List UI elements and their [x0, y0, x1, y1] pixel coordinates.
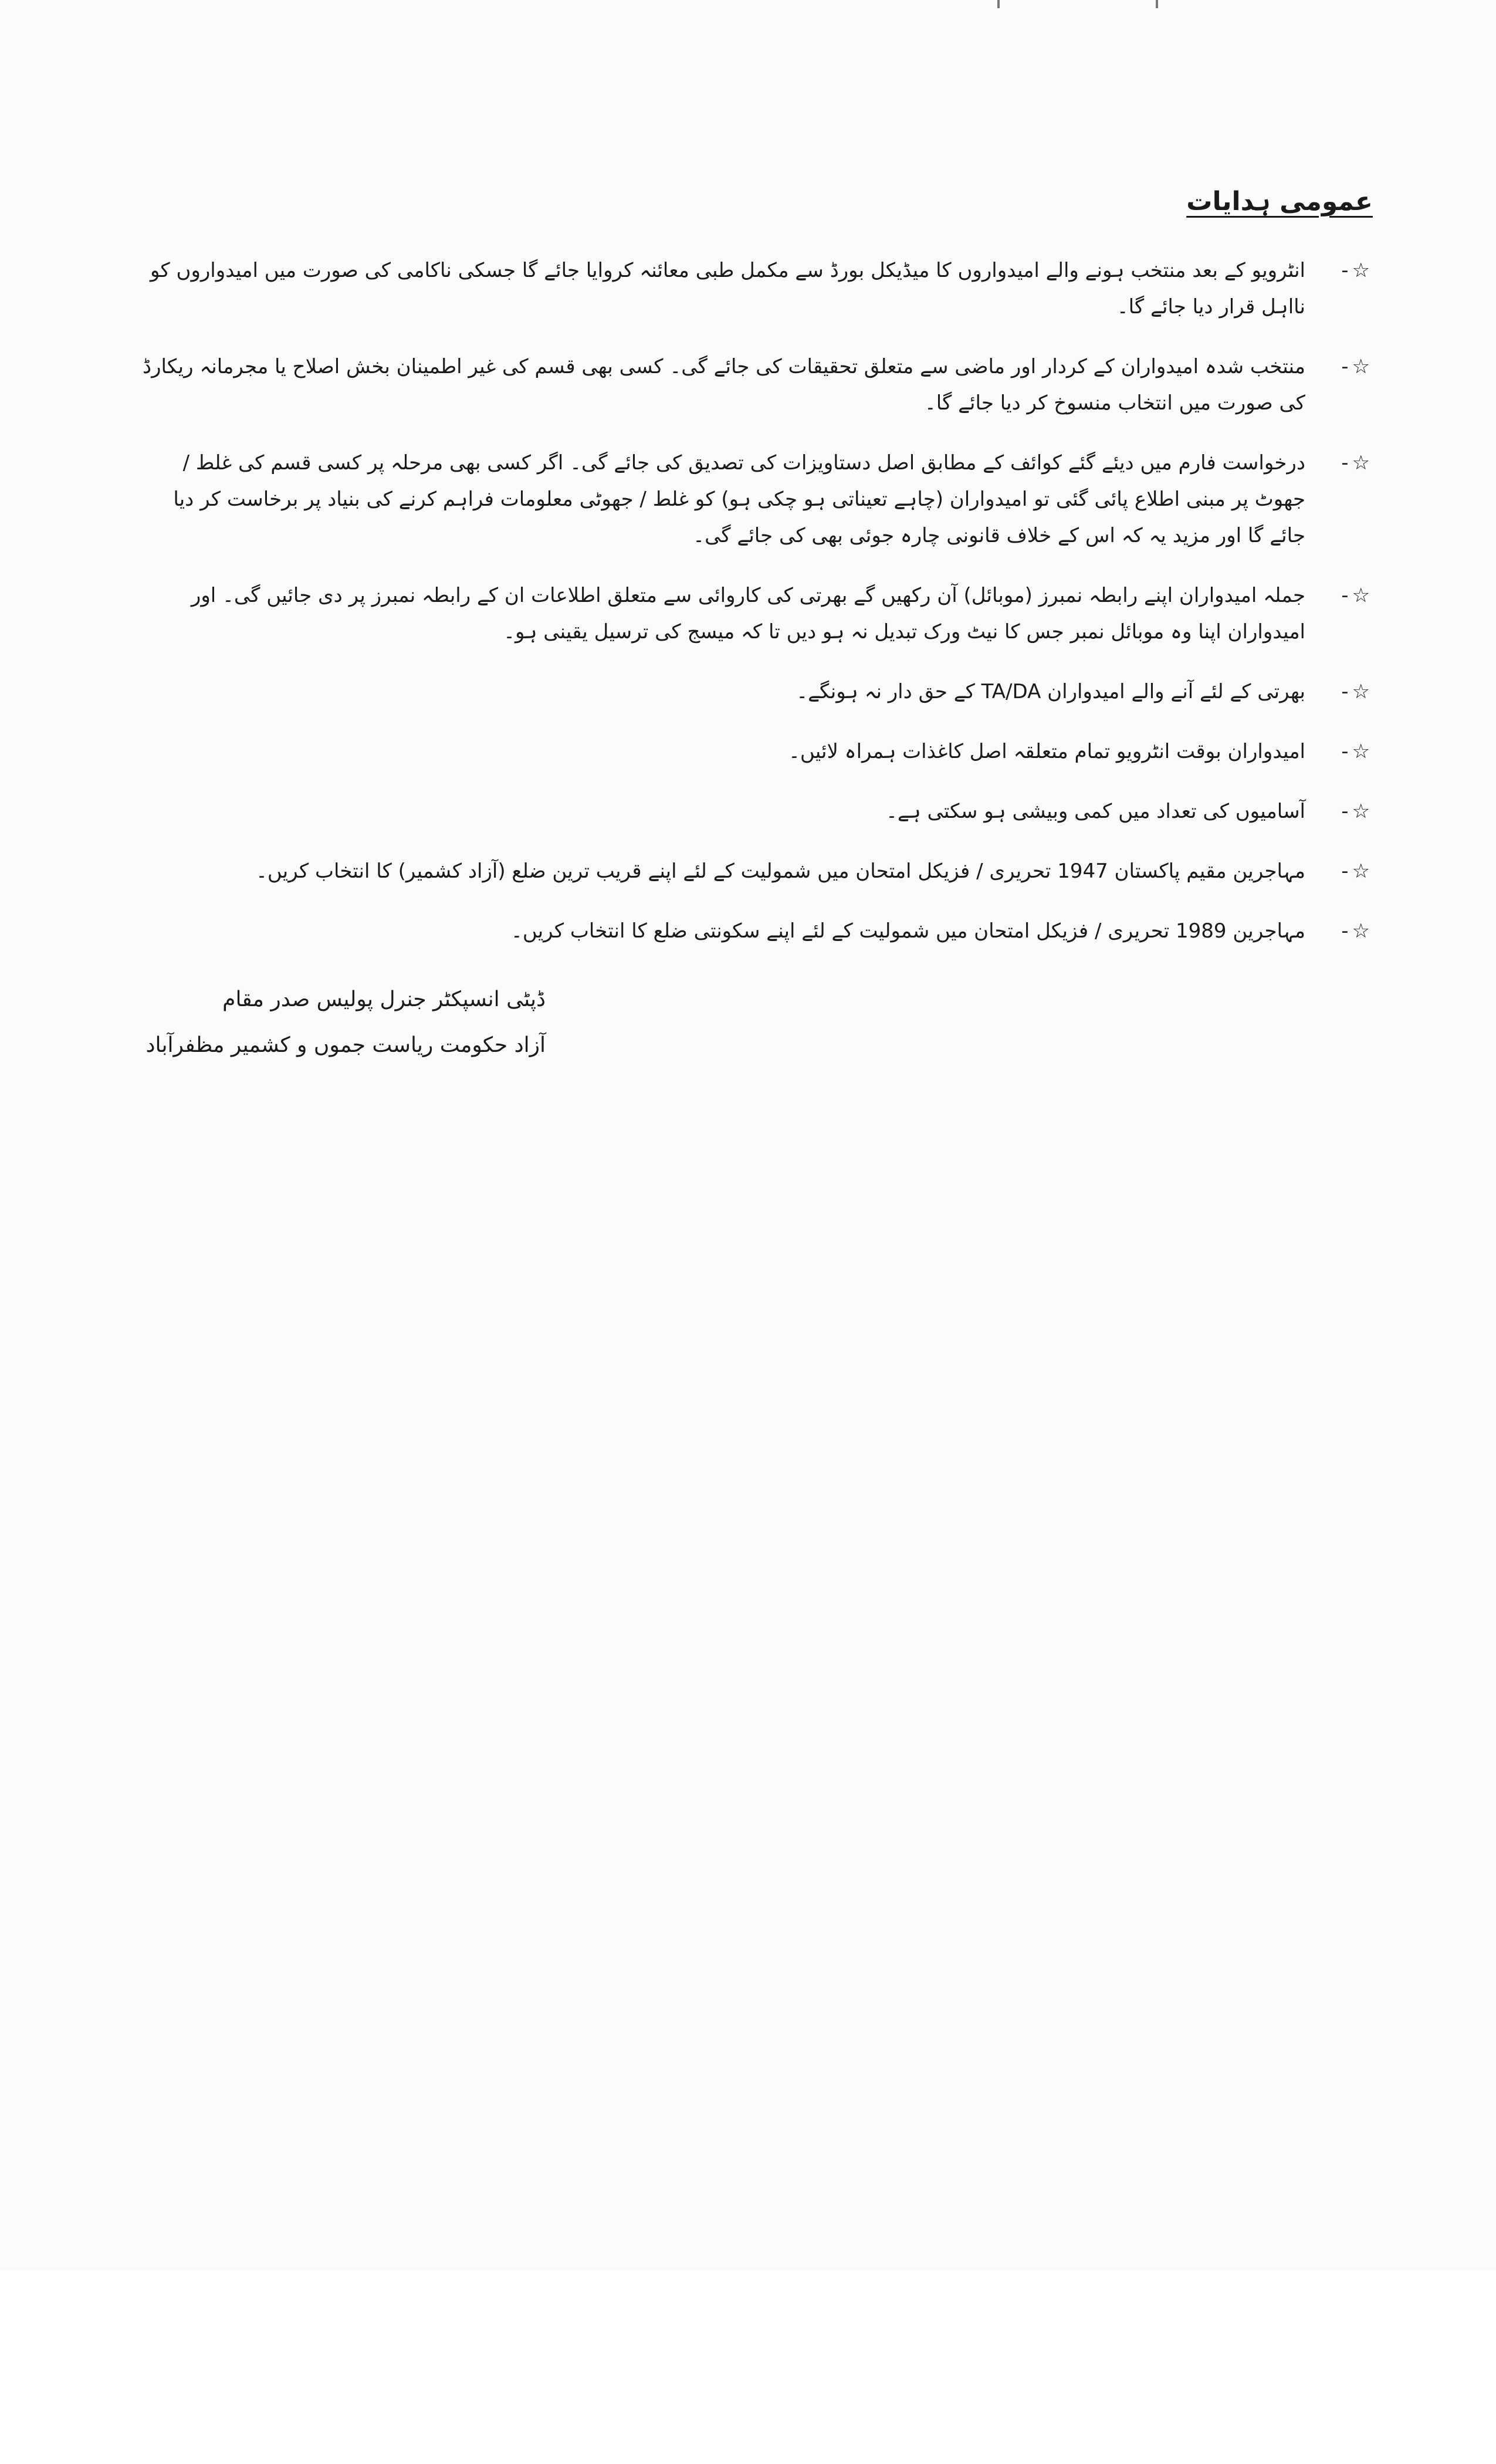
scan-tick-mark — [1156, 0, 1158, 8]
document-title: عمومی ہدایات — [1186, 187, 1373, 216]
star-icon: ☆ — [1352, 451, 1370, 475]
instruction-item — [138, 853, 1370, 889]
instruction-item — [138, 733, 1370, 770]
instruction-item — [138, 913, 1370, 949]
instruction-item — [138, 445, 1370, 554]
bullet-marker — [1305, 913, 1370, 949]
star-icon: ☆ — [1352, 800, 1370, 823]
instruction-text: بھرتی کے لئے آنے والے امیدواران TA/DA کے حق دار نہ ہونگے۔ — [796, 680, 1305, 703]
instruction-text: مہاجرین مقیم پاکستان 1947 تحریری / فزیکل امتحان میں شمولیت کے لئے اپنے قریب ترین ضلع (آزاد کشمیر) کا انتخاب کریں۔ — [255, 859, 1305, 883]
star-icon: ☆ — [1352, 859, 1370, 883]
instructions-list — [138, 252, 1370, 973]
bullet-dash: - — [1341, 859, 1349, 883]
star-icon: ☆ — [1352, 740, 1370, 763]
instruction-item — [138, 348, 1370, 421]
instruction-text: آسامیوں کی تعداد میں کمی وبیشی ہو سکتی ہے۔ — [885, 800, 1305, 823]
star-icon: ☆ — [1352, 919, 1370, 943]
bullet-marker — [1305, 252, 1370, 289]
star-icon: ☆ — [1352, 680, 1370, 703]
bullet-dash: - — [1341, 680, 1349, 703]
bullet-dash: - — [1341, 584, 1349, 607]
instruction-text: درخواست فارم میں دیئے گئے کوائف کے مطابق اصل دستاویزات کی تصدیق کی جائے گی۔ اگر کسی بھی مرحلہ پر کسی قسم کی غلط / جھوٹ پر مبنی اطلاع پائی گئی تو امیدواران (چاہے تعیناتی ہو چکی ہو) کو غلط / جھوٹی معلومات فراہم کرنے کی بنیاد پر برخاست کر دیا جائے گا اور مزید یہ کہ اس کے خلاف قانونی چارہ جوئی بھی کی جائے گی۔ — [173, 451, 1305, 547]
signature-office: آزاد حکومت ریاست جموں و کشمیر مظفرآباد — [145, 1033, 546, 1057]
instruction-text: مہاجرین 1989 تحریری / فزیکل امتحان میں شمولیت کے لئے اپنے سکونتی ضلع کا انتخاب کریں۔ — [510, 919, 1305, 943]
bullet-marker — [1305, 853, 1370, 889]
scan-tick-mark — [997, 0, 1000, 8]
bullet-dash: - — [1341, 451, 1349, 475]
bullet-marker — [1305, 733, 1370, 770]
bullet-dash: - — [1341, 740, 1349, 763]
bullet-dash: - — [1341, 355, 1349, 378]
star-icon: ☆ — [1352, 355, 1370, 378]
bullet-marker — [1305, 577, 1370, 614]
bullet-marker — [1305, 673, 1370, 710]
instruction-text: جملہ امیدواران اپنے رابطہ نمبرز (موبائل) آن رکھیں گے بھرتی کی کاروائی سے متعلق اطلاعات ان کے رابطہ نمبرز پر دی جائیں گی۔ اور امیدواران اپنا وہ موبائل نمبر جس کا نیٹ ورک تبدیل نہ ہو دیں تا کہ میسج کی ترسیل یقینی ہو۔ — [191, 584, 1305, 644]
bullet-dash: - — [1341, 800, 1349, 823]
bullet-marker — [1305, 445, 1370, 481]
instruction-item — [138, 793, 1370, 830]
star-icon: ☆ — [1352, 259, 1370, 282]
instruction-text: انٹرویو کے بعد منتخب ہونے والے امیدواروں کا میڈیکل بورڈ سے مکمل طبی معائنہ کروایا جائے گا جسکی ناکامی کی صورت میں امیدواروں کو نااہل قرار دیا جائے گا۔ — [150, 259, 1305, 319]
instruction-text: منتخب شدہ امیدواران کے کردار اور ماضی سے متعلق تحقیقات کی جائے گی۔ کسی بھی قسم کی غیر اطمینان بخش اصلاح یا مجرمانہ ریکارڈ کی صورت میں انتخاب منسوخ کر دیا جائے گا۔ — [142, 355, 1305, 415]
bullet-dash: - — [1341, 259, 1349, 282]
star-icon: ☆ — [1352, 584, 1370, 607]
signature-block — [65, 977, 546, 1068]
bullet-dash: - — [1341, 919, 1349, 943]
bullet-marker — [1305, 348, 1370, 385]
instruction-text: امیدواران بوقت انٹرویو تمام متعلقہ اصل کاغذات ہمراہ لائیں۔ — [788, 740, 1305, 763]
instruction-item — [138, 252, 1370, 325]
bullet-marker — [1305, 793, 1370, 830]
instruction-item — [138, 577, 1370, 650]
signature-designation: ڈپٹی انسپکٹر جنرل پولیس صدر مقام — [222, 987, 546, 1011]
instruction-item — [138, 673, 1370, 710]
